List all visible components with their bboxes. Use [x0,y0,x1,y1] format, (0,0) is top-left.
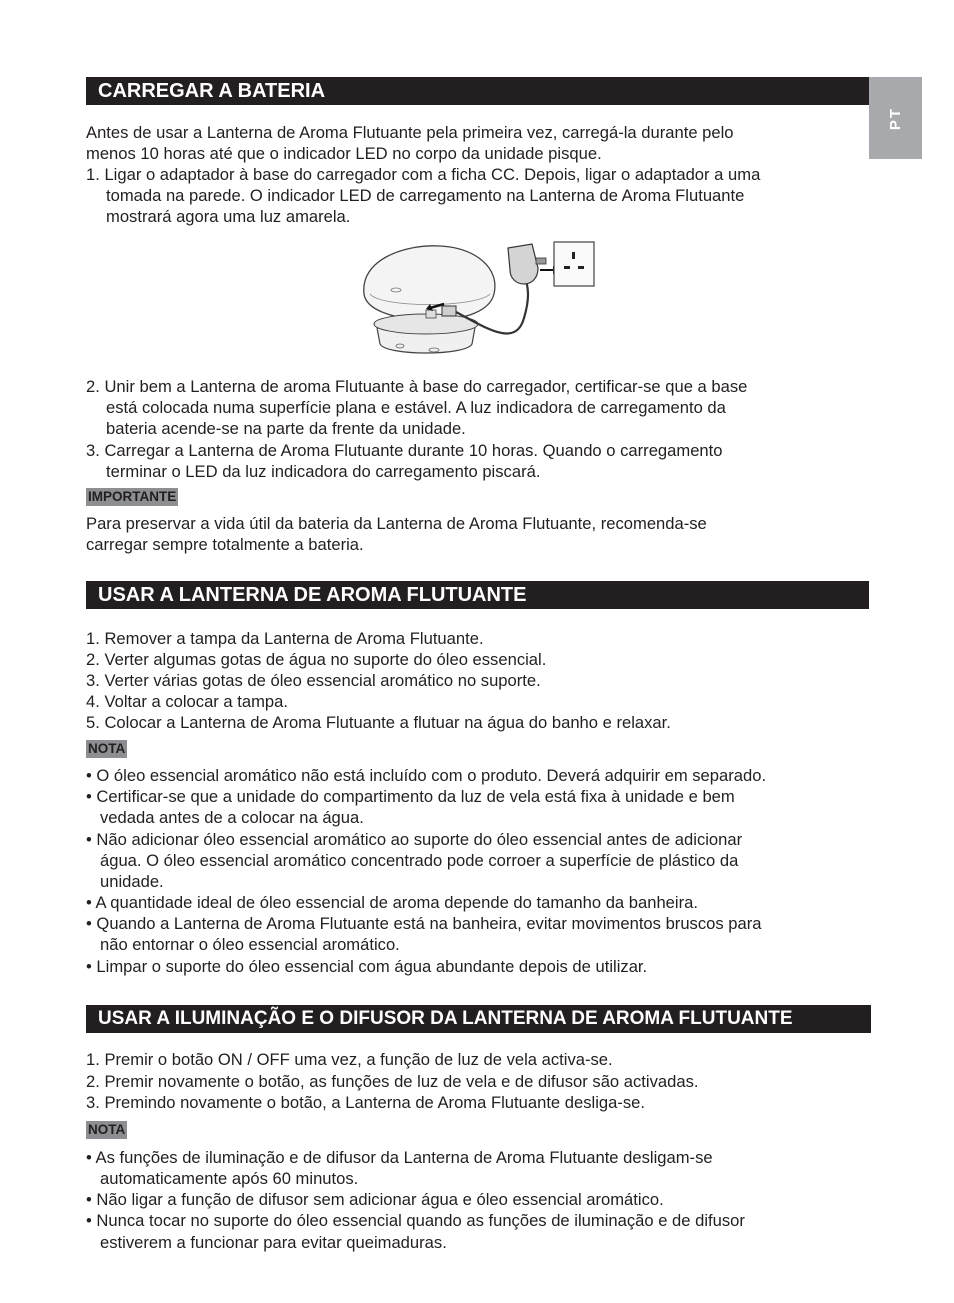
intro-line-2: menos 10 horas até que o indicador LED no corpo da unidade pisque. [86,144,602,163]
usage-note-5-line-1: • Quando a Lanterna de Aroma Flutuante está na banheira, evitar movimentos bruscos para [86,914,762,933]
step2-line-3: bateria acende-se na parte da frente da unidade. [106,419,466,438]
lighting-note-3-line-2: estiverem a funcionar para evitar queimaduras. [100,1233,447,1252]
step1-line-3: mostrará agora uma luz amarela. [106,207,351,226]
important-line-2: carregar sempre totalmente a bateria. [86,535,364,554]
important-line-1: Para preservar a vida útil da bateria da Lanterna de Aroma Flutuante, recomenda-se [86,514,707,533]
intro-line-1: Antes de usar a Lanterna de Aroma Flutuante pela primeira vez, carregá-la durante pelo [86,123,734,142]
lighting-step-2: 2. Premir novamente o botão, as funções de luz de vela e de difusor são activadas. [86,1072,699,1091]
charging-illustration [356,238,600,362]
usage-note-2-line-2: vedada antes de a colocar na água. [100,808,364,827]
step1-line-2: tomada na parede. O indicador LED de carregamento na Lanterna de Aroma Flutuante [106,186,745,205]
note-label-lighting: NOTA [88,1122,126,1137]
lighting-step-3: 3. Premindo novamente o botão, a Lanterna de Aroma Flutuante desliga-se. [86,1093,646,1112]
lighting-note-1-line-2: automaticamente após 60 minutos. [100,1169,359,1188]
usage-step-3: 3. Verter várias gotas de óleo essencial aromático no suporte. [86,671,541,690]
language-tab-label: PT [886,106,904,130]
usage-step-2: 2. Verter algumas gotas de água no suporte do óleo essencial. [86,650,547,669]
step3-line-2: terminar o LED da luz indicadora do carregamento piscará. [106,462,541,481]
lighting-note-1-line-1: • As funções de iluminação e de difusor da Lanterna de Aroma Flutuante desligam-se [86,1148,713,1167]
usage-note-5-line-2: não entornar o óleo essencial aromático. [100,935,400,954]
usage-step-1: 1. Remover a tampa da Lanterna de Aroma Flutuante. [86,629,484,648]
section-heading-charging: CARREGAR A BATERIA [86,77,869,105]
usage-note-3-line-3: unidade. [100,872,164,891]
note-label-usage: NOTA [88,741,126,756]
lighting-note-3-line-1: • Nunca tocar no suporte do óleo essencial quando as funções de iluminação e de difusor [86,1211,745,1230]
usage-step-5: 5. Colocar a Lanterna de Aroma Flutuante a flutuar na água do banho e relaxar. [86,713,671,732]
usage-note-1: • O óleo essencial aromático não está incluído com o produto. Deverá adquirir em separado. [86,766,767,785]
usage-note-4: • A quantidade ideal de óleo essencial de aroma depende do tamanho da banheira. [86,893,698,912]
usage-note-3-line-1: • Não adicionar óleo essencial aromático ao suporte do óleo essencial antes de adicionar [86,830,743,849]
usage-note-2-line-1: • Certificar-se que a unidade do compartimento da luz de vela está fixa à unidade e bem [86,787,735,806]
section-heading-lighting: USAR A ILUMINAÇÃO E O DIFUSOR DA LANTERNA DE AROMA FLUTUANTE [86,1005,871,1033]
usage-note-6: • Limpar o suporte do óleo essencial com água abundante depois de utilizar. [86,957,648,976]
step2-line-2: está colocada numa superfície plana e estável. A luz indicadora de carregamento da [106,398,726,417]
important-label: IMPORTANTE [88,489,177,504]
section-heading-usage: USAR A LANTERNA DE AROMA FLUTUANTE [86,581,869,609]
usage-step-4: 4. Voltar a colocar a tampa. [86,692,289,711]
usage-note-3-line-2: água. O óleo essencial aromático concentrado pode corroer a superfície de plástico da [100,851,739,870]
step2-line-1: 2. Unir bem a Lanterna de aroma Flutuante à base do carregador, certificar-se que a base [86,377,748,396]
lighting-note-2: • Não ligar a função de difusor sem adicionar água e óleo essencial aromático. [86,1190,664,1209]
step1-line-1: 1. Ligar o adaptador à base do carregador com a ficha CC. Depois, ligar o adaptador a uma [86,165,761,184]
lighting-step-1: 1. Premir o botão ON / OFF uma vez, a função de luz de vela activa-se. [86,1050,613,1069]
step3-line-1: 3. Carregar a Lanterna de Aroma Flutuante durante 10 horas. Quando o carregamento [86,441,723,460]
